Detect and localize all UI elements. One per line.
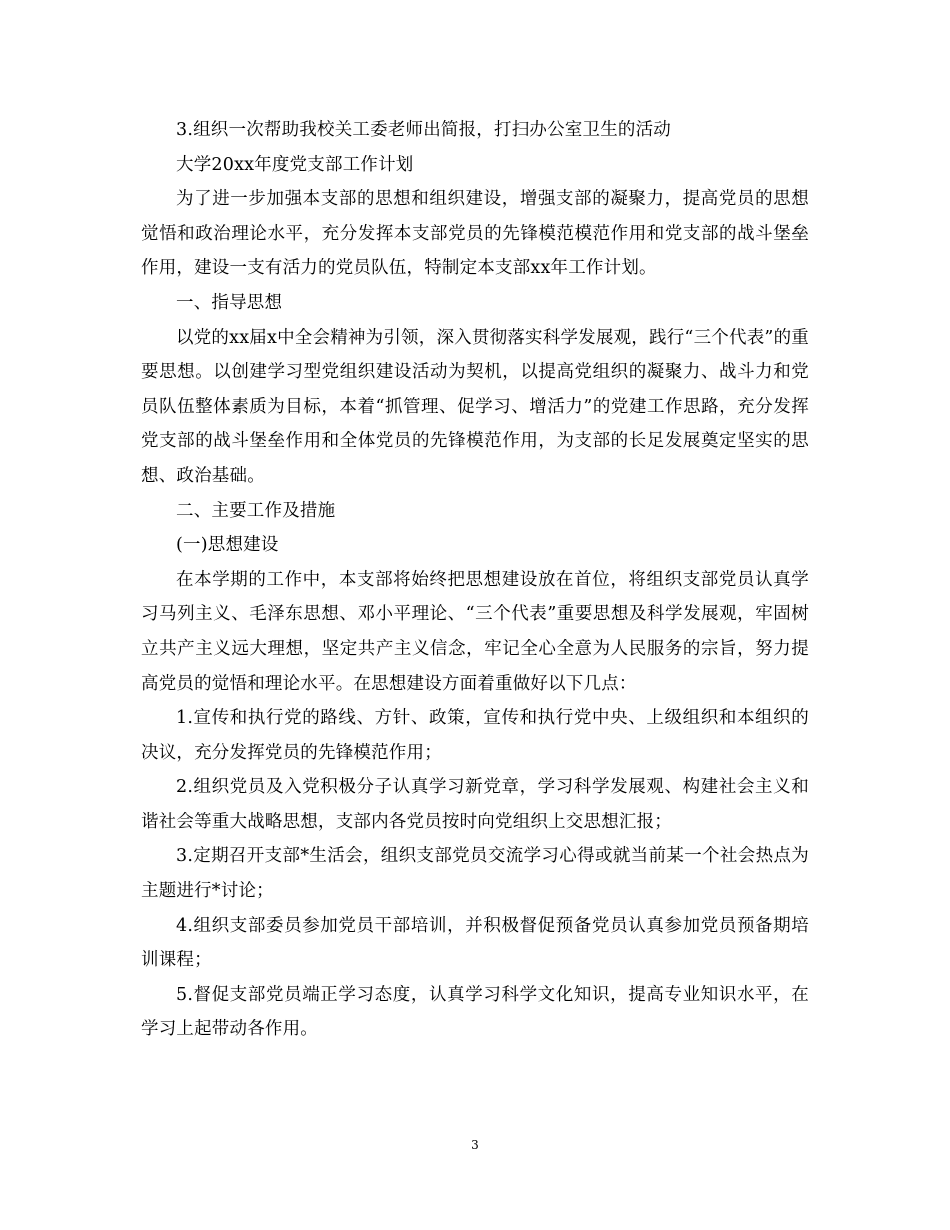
paragraph-item-1: 3.组织一次帮助我校关工委老师出简报，打扫办公室卫生的活动 (176, 120, 671, 140)
document-body (141, 113, 809, 1047)
list-item-1: 1.宣传和执行党的路线、方针、政策，宣传和执行党中央、上级组织和本组织的决议，充分发挥党员的先锋模范作用； (141, 708, 809, 763)
section-heading-guiding-ideology: 一、指导思想 (176, 292, 283, 313)
guiding-ideology-paragraph: 以党的xx届x中全会精神为引领，深入贯彻落实科学发展观，践行“三个代表”的重要思想。以创建学习型党组织建设活动为契机，以提高党组织的凝聚力、战斗力和党员队伍整体素质为目标，本着“抓管理、促学习、增活力”的党建工作思路，充分发挥党支部的战斗堡垒作用和全体党员的先锋模范作用，为支部的长足发展奠定坚实的思想、政治基础。 (141, 327, 809, 486)
page-number: 3 (471, 1138, 479, 1152)
plan-title: 大学20xx年度党支部工作计划 (176, 154, 414, 175)
intro-paragraph: 为了进一步加强本支部的思想和组织建设，增强支部的凝聚力，提高党员的思想觉悟和政治理论水平，充分发挥本支部党员的先锋模范模范作用和党支部的战斗堡垒作用，建设一支有活力的党员队伍，特制定本支部xx年工作计划。 (141, 189, 809, 279)
ideological-building-paragraph: 在本学期的工作中，本支部将始终把思想建设放在首位，将组织支部党员认真学习马列主义、毛泽东思想、邓小平理论、“三个代表”重要思想及科学发展观，牢固树立共产主义远大理想，坚定共产主义信念，牢记全心全意为人民服务的宗旨，努力提高党员的觉悟和理论水平。在思想建设方面着重做好以下几点： (141, 569, 809, 694)
list-item-2: 2.组织党员及入党积极分子认真学习新党章，学习科学发展观、构建社会主义和谐社会等重大战略思想，支部内各党员按时向党组织上交思想汇报； (141, 777, 809, 832)
list-item-4: 4.组织支部委员参加党员干部培训，并积极督促预备党员认真参加党员预备期培训课程； (141, 915, 809, 971)
section-heading-main-work: 二、主要工作及措施 (176, 500, 336, 521)
subsection-heading-ideological-building: (一)思想建设 (176, 535, 279, 556)
list-item-5: 5.督促支部党员端正学习态度，认真学习科学文化知识，提高专业知识水平，在学习上起带动各作用。 (141, 984, 809, 1040)
list-item-3: 3.定期召开支部*生活会，组织支部党员交流学习心得或就当前某一个社会热点为主题进行*讨论； (141, 846, 809, 902)
